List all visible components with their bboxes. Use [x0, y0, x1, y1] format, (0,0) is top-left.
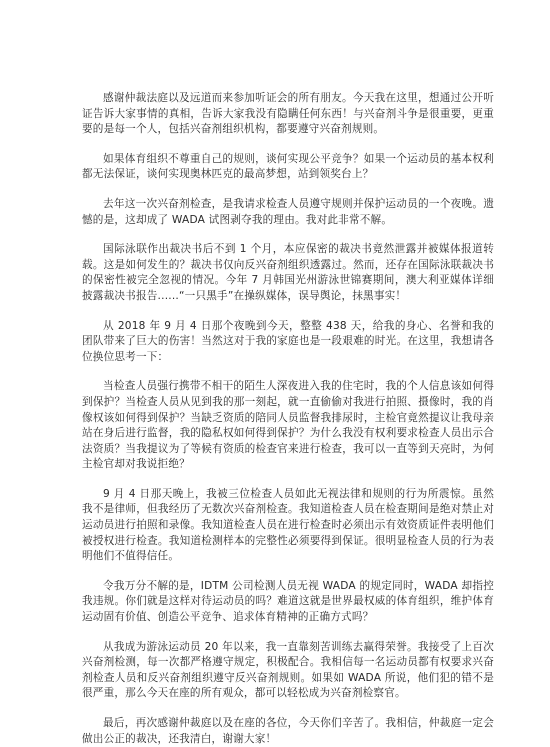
- paragraph-2: 如果体育组织不尊重自己的规则，谈何实现公平竞争？如果一个运动员的基本权利都无法保证，谈何实现奥林匹克的最高梦想，站到领奖台上？: [82, 152, 494, 181]
- paragraph-10: 最后，再次感谢仲裁庭以及在座的各位，今天你们辛苦了。我相信，仲裁庭一定会做出公正的裁决，还我清白，谢谢大家！: [82, 717, 494, 745]
- paragraph-4: 国际泳联作出裁决书后不到 1 个月，本应保密的裁决书竟然泄露并被媒体报道转载。这是如何发生的？裁决书仅向反兴奋剂组织透露过。然而，还存在国际泳联裁决书的保密性被完全忽视的情况。今年 7 月韩国光州游泳世锦赛期间，澳大利亚媒体详细披露裁决书报告......“一只黑手”在操纵媒体，误导舆论，抹黑事实！: [82, 243, 494, 302]
- paragraph-1: 感谢仲裁法庭以及远道而来参加听证会的所有朋友。今天我在这里，想通过公开听证告诉大家事情的真相，告诉大家我没有隐瞒任何东西！与兴奋剂斗争是很重要，更重要的是每一个人，包括兴奋剂组织机构，都要遵守兴奋剂规则。: [82, 92, 494, 136]
- paragraph-9: 从我成为游泳运动员 20 年以来，我一直靠刻苦训练去赢得荣誉。我接受了上百次兴奋剂检测，每一次都严格遵守规定，积极配合。我相信每一名运动员都有权要求兴奋剂检查人员和反兴奋剂组织遵守反兴奋剂规则。如果如 WADA 所说，他们犯的错不是很严重，那么今天在座的所有观众，都可以轻松成为兴奋剂检察官。: [82, 640, 494, 700]
- paragraph-8: 令我万分不解的是，IDTM 公司检测人员无视 WADA 的规定同时，WADA 却指控我违规。你们就是这样对待运动员的吗？难道这就是世界最权威的体育组织，维护体育运动固有价值、创造公平竞争、追求体育精神的正确方式吗？: [82, 579, 494, 624]
- paragraph-3: 去年这一次兴奋剂检查，是我请求检查人员遵守规则并保护运动员的一个夜晚。遗憾的是，这却成了 WADA 试图剥夺我的理由。我对此非常不解。: [82, 197, 494, 226]
- paragraph-6: 当检查人员强行携带不相干的陌生人深夜进入我的住宅时，我的个人信息该如何得到保护？当检查人员从见到我的那一刻起，就一直偷偷对我进行拍照、摄像时，我的肖像权该如何得到保护？当缺乏资质的陪同人员监督我排尿时，主检官竟然提议让我母亲站在身后进行监督，我的隐私权如何得到保护？为什么我没有权利要求检查人员出示合法资质？当我提议为了等候有资质的检查官来进行检查，我可以一直等到天亮时，为何主检官却对我说拒绝？: [82, 380, 494, 471]
- paragraph-7: 9 月 4 日那天晚上，我被三位检查人员如此无视法律和规则的行为所震惊。虽然我不是律师，但我经历了无数次兴奋剂检查。我知道检查人员在检查期间是绝对禁止对运动员进行拍照和录像。我知道检查人员在进行检查时必须出示有效资质证件表明他们被授权进行检查。我知道检测样本的完整性必须要得到保证。很明显检查人员的行为表明他们不值得信任。: [82, 487, 494, 563]
- paragraph-5: 从 2018 年 9 月 4 日那个夜晚到今天，整整 438 天，给我的身心、名誉和我的团队带来了巨大的伤害！当然这对于我的家庭也是一段艰难的时光。在这里，我想请各位换位思考一下：: [82, 319, 494, 363]
